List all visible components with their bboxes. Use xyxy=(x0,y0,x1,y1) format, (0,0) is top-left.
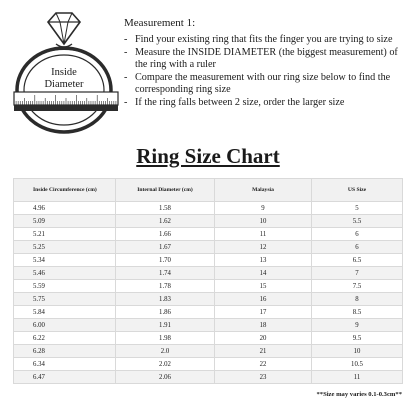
cell-malaysia: 14 xyxy=(215,267,312,280)
header-circumference: Inside Circumference (cm) xyxy=(14,179,116,202)
cell-us-size: 10.5 xyxy=(312,358,403,371)
cell-circumference: 5.84 xyxy=(14,306,116,319)
cell-circumference: 5.09 xyxy=(14,215,116,228)
cell-us-size: 8.5 xyxy=(312,306,403,319)
cell-circumference: 6.28 xyxy=(14,345,116,358)
cell-circumference: 5.75 xyxy=(14,293,116,306)
cell-diameter: 1.91 xyxy=(116,319,215,332)
cell-diameter: 2.06 xyxy=(116,371,215,384)
diameter-label: Diameter xyxy=(44,79,84,90)
ring-size-table xyxy=(13,178,403,384)
cell-us-size: 10 xyxy=(312,345,403,358)
ring-icon xyxy=(17,48,111,132)
cell-circumference: 6.47 xyxy=(14,371,116,384)
table-row xyxy=(14,228,403,241)
step-item: - Find your existing ring that fits the finger you are trying to size xyxy=(124,34,412,47)
cell-malaysia: 12 xyxy=(215,241,312,254)
header-us-size: US Size xyxy=(312,179,403,202)
cell-diameter: 1.83 xyxy=(116,293,215,306)
chart-title xyxy=(0,143,416,169)
cell-malaysia: 9 xyxy=(215,202,312,215)
measurement-title: Measurement 1: xyxy=(124,17,196,29)
measurement-instructions xyxy=(124,17,412,110)
cell-malaysia: 13 xyxy=(215,254,312,267)
header-malaysia: Malaysia xyxy=(215,179,312,202)
cell-circumference: 5.25 xyxy=(14,241,116,254)
cell-malaysia: 18 xyxy=(215,319,312,332)
cell-malaysia: 10 xyxy=(215,215,312,228)
size-footnote: **Size may varies 0.1-0.3cm** xyxy=(316,391,402,398)
cell-diameter: 1.58 xyxy=(116,202,215,215)
cell-malaysia: 23 xyxy=(215,371,312,384)
measurement-steps xyxy=(124,34,412,110)
table-row xyxy=(14,241,403,254)
table-row xyxy=(14,306,403,319)
cell-us-size: 8 xyxy=(312,293,403,306)
cell-us-size: 9.5 xyxy=(312,332,403,345)
table-row xyxy=(14,215,403,228)
cell-malaysia: 17 xyxy=(215,306,312,319)
cell-malaysia: 16 xyxy=(215,293,312,306)
cell-diameter: 1.78 xyxy=(116,280,215,293)
cell-us-size: 6 xyxy=(312,241,403,254)
cell-diameter: 2.0 xyxy=(116,345,215,358)
ring-diameter-illustration xyxy=(6,10,124,135)
cell-us-size: 5 xyxy=(312,202,403,215)
cell-circumference: 5.46 xyxy=(14,267,116,280)
cell-circumference: 6.00 xyxy=(14,319,116,332)
cell-us-size: 6 xyxy=(312,228,403,241)
header-diameter: Internal Diameter (cm) xyxy=(116,179,215,202)
table-row xyxy=(14,319,403,332)
ruler-icon xyxy=(14,92,118,111)
step-item: - If the ring falls between 2 size, order the larger size xyxy=(124,97,412,110)
cell-malaysia: 21 xyxy=(215,345,312,358)
step-item: - Measure the INSIDE DIAMETER (the biggest measurement) of the ring with a ruler xyxy=(124,47,412,72)
table-row xyxy=(14,267,403,280)
cell-diameter: 1.74 xyxy=(116,267,215,280)
cell-us-size: 7 xyxy=(312,267,403,280)
table-header-row xyxy=(14,179,403,202)
cell-us-size: 9 xyxy=(312,319,403,332)
cell-us-size: 6.5 xyxy=(312,254,403,267)
cell-circumference: 6.22 xyxy=(14,332,116,345)
table-row xyxy=(14,293,403,306)
cell-diameter: 1.62 xyxy=(116,215,215,228)
table-body xyxy=(14,202,403,384)
cell-us-size: 7.5 xyxy=(312,280,403,293)
cell-circumference: 5.59 xyxy=(14,280,116,293)
cell-malaysia: 15 xyxy=(215,280,312,293)
cell-circumference: 4.96 xyxy=(14,202,116,215)
cell-circumference: 5.21 xyxy=(14,228,116,241)
step-item: - Compare the measurement with our ring size below to find the corresponding ring size xyxy=(124,72,412,97)
table-row xyxy=(14,345,403,358)
cell-diameter: 1.66 xyxy=(116,228,215,241)
chart-title-text: Ring Size Chart xyxy=(136,144,280,168)
cell-malaysia: 20 xyxy=(215,332,312,345)
table-row xyxy=(14,280,403,293)
cell-us-size: 5.5 xyxy=(312,215,403,228)
inside-label: Inside xyxy=(51,67,77,78)
table-row xyxy=(14,254,403,267)
cell-us-size: 11 xyxy=(312,371,403,384)
table-row xyxy=(14,371,403,384)
diamond-icon xyxy=(48,13,80,47)
cell-diameter: 1.86 xyxy=(116,306,215,319)
cell-diameter: 1.70 xyxy=(116,254,215,267)
table-row xyxy=(14,332,403,345)
table-row xyxy=(14,358,403,371)
cell-malaysia: 22 xyxy=(215,358,312,371)
cell-circumference: 6.34 xyxy=(14,358,116,371)
cell-circumference: 5.34 xyxy=(14,254,116,267)
cell-malaysia: 11 xyxy=(215,228,312,241)
cell-diameter: 1.67 xyxy=(116,241,215,254)
cell-diameter: 2.02 xyxy=(116,358,215,371)
cell-diameter: 1.98 xyxy=(116,332,215,345)
table-row xyxy=(14,202,403,215)
